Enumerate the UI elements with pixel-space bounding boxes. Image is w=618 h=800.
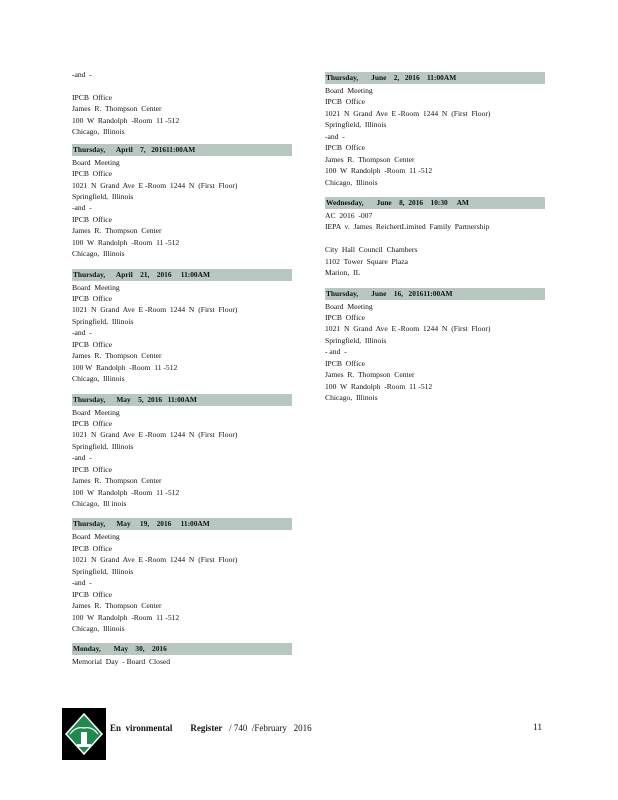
entry-date-header: Thursday, May 5, 2016 11:00AM — [72, 394, 292, 406]
right-column — [325, 72, 545, 413]
entry-date-header: Wednesday, June 8, 2016 10:30 AM — [325, 197, 545, 209]
entry-date-header: Thursday, June 2, 2016 11:00AM — [325, 72, 545, 84]
entry-line: 1021 N Grand Ave E -Room 1244 N (First Floor) — [72, 180, 238, 190]
entry-line: IPCB Office — [72, 464, 112, 474]
page-footer — [62, 708, 562, 764]
entry-line: Chicago, Illinois — [72, 249, 125, 259]
page-number: 11 — [533, 723, 543, 733]
entry-line: Memorial Day - Board Closed — [72, 657, 171, 667]
entry-line: 1021 N Grand Ave E -Room 1244 N (First Floor) — [72, 555, 238, 565]
calendar-entry — [325, 197, 545, 279]
entry-line: -and - — [72, 70, 92, 79]
entry-line — [325, 233, 545, 244]
right-entries-list — [325, 72, 545, 404]
entry-line: Springfield, Illinois — [325, 335, 387, 345]
entry-line: IPCB Office — [325, 97, 365, 107]
entry-line: Board Meeting — [325, 86, 373, 95]
entry-date-header: Thursday, June 16, 201611:00AM — [325, 288, 545, 300]
calendar-entry — [325, 288, 545, 404]
entry-line: Board Meeting — [72, 157, 120, 167]
entry-line: 100 W Randolph -Room 11 -512 — [72, 362, 178, 372]
entry-date-header: Thursday, May 19, 2016 11:00AM — [72, 518, 292, 530]
footer-title — [110, 723, 312, 733]
entry-line: IPCB Office — [72, 92, 112, 102]
entry-line: 1021 N Grand Ave E -Room 1244 N (First Floor) — [325, 108, 491, 118]
entry-line: City Hall Council Chambers — [325, 245, 418, 255]
entry-line: James R. Thompson Center — [72, 104, 162, 114]
entry-line: 1021 N Grand Ave E -Room 1244 N (First Floor) — [72, 305, 238, 315]
calendar-entry — [325, 72, 545, 188]
entry-line: Board Meeting — [72, 282, 120, 292]
entry-line: IEPA v. James ReichertLimited Family Partnership — [325, 222, 490, 232]
entry-line: Board Meeting — [72, 407, 120, 417]
entry-line: IPCB Office — [325, 143, 365, 153]
footer-issue: / 740 /February 2016 — [229, 723, 312, 733]
entry-line: Springfield, Illinois — [72, 316, 134, 326]
entry-line: Springfield, Illinois — [325, 120, 387, 130]
entry-line: James R. Thompson Center — [72, 226, 162, 236]
calendar-entry — [72, 643, 292, 667]
register-logo-icon — [62, 708, 106, 760]
entry-line: James R. Thompson Center — [325, 154, 415, 164]
entry-line: 100 W Randolph -Room 11 -512 — [325, 166, 433, 176]
entry-line: 1021 N Grand Ave E -Room 1244 N (First Floor) — [72, 430, 238, 440]
entry-line: 100 W Randolph -Room 11 -512 — [72, 237, 180, 247]
entry-line: James R. Thompson Center — [325, 370, 415, 380]
calendar-entry — [72, 518, 292, 634]
entry-line: Chicago, Ill inois — [72, 499, 127, 508]
entry-line: 100 W Randolph -Room 11 -512 — [325, 381, 433, 391]
entry-line: Chicago, Illinois — [325, 393, 378, 403]
entry-line: -and - — [72, 578, 92, 588]
entry-line: -and - — [72, 203, 92, 213]
entry-line: AC 2016 -007 — [325, 210, 373, 220]
footer-title-env: En vironmental — [110, 723, 173, 733]
calendar-entry — [72, 269, 292, 385]
entry-line: -and - — [72, 453, 92, 463]
entry-line: James R. Thompson Center — [72, 601, 162, 611]
entry-line: IPCB Office — [72, 589, 112, 599]
entry-line: IPCB Office — [72, 169, 112, 179]
entry-line: 100 W Randolph -Room 11 -512 — [72, 612, 180, 622]
entry-line: Board Meeting — [72, 532, 120, 542]
entry-line: Marion, IL — [325, 268, 361, 278]
entry-line: IPCB Office — [72, 294, 112, 303]
entry-line: IPCB Office — [72, 418, 112, 428]
entry-line: Chicago, Illinois — [325, 177, 378, 187]
entry-line: Board Meeting — [325, 301, 373, 311]
left-entries-list — [72, 144, 292, 668]
entry-line: James R. Thompson Center — [72, 351, 162, 361]
entry-line: Springfield, Illinois — [72, 441, 134, 451]
left-column — [72, 69, 292, 677]
entry-line: - and - — [325, 347, 347, 357]
entry-line: IPCB Office — [72, 339, 112, 349]
entry-line: IPCB Office — [72, 543, 112, 553]
entry-line: IPCB Office — [325, 313, 365, 322]
continued-entry — [72, 69, 292, 138]
entry-line: Chicago, Illinois — [72, 374, 125, 384]
entry-line: IPCB Office — [325, 358, 365, 368]
entry-line — [72, 80, 292, 91]
entry-date-header: Thursday, April 21, 2016 11:00AM — [72, 269, 292, 281]
entry-line: -and - — [72, 328, 92, 338]
entry-line: Chicago, Illinois — [72, 623, 125, 633]
entry-line: Springfield, Illinois — [72, 191, 134, 201]
entry-date-header: Thursday, April 7, 201611:00AM — [72, 144, 292, 156]
entry-line: James R. Thompson Center — [72, 476, 162, 486]
entry-line: 100 W Randolph -Room 11 -512 — [72, 115, 180, 125]
calendar-entry — [72, 144, 292, 260]
entry-line: 1102 Tower Square Plaza — [325, 256, 408, 266]
entry-line: 1021 N Grand Ave E -Room 1244 N (First Floor) — [325, 324, 491, 334]
calendar-entry — [72, 394, 292, 510]
entry-line: -and - — [325, 131, 345, 141]
footer-title-register: Register — [190, 723, 223, 733]
entry-line: IPCB Office — [72, 214, 112, 224]
entry-line: 100 W Randolph -Room 11 -512 — [72, 487, 180, 497]
entry-date-header: Monday, May 30, 2016 — [72, 643, 292, 655]
entry-line: Chicago, Illinois — [72, 127, 125, 137]
entry-line: Springfield, Illinois — [72, 566, 134, 576]
